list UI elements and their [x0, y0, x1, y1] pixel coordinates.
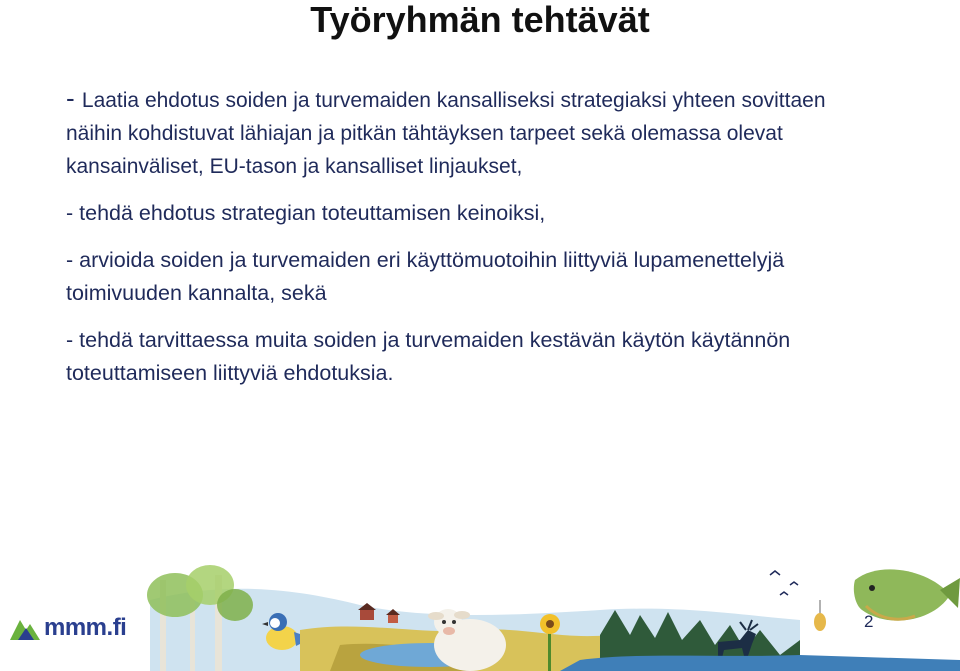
task-paragraph-1: [66, 82, 886, 183]
page-number: 2: [864, 612, 874, 631]
mmm-logo-icon: [8, 616, 42, 642]
bullet-dash: -: [66, 83, 82, 113]
mmm-logo-text: mmm.fi: [44, 614, 127, 641]
footer-illustration: [0, 560, 960, 671]
task-paragraph-2: - tehdä ehdotus strategian toteuttamisen keinoiksi,: [66, 201, 546, 225]
task-paragraph-4: - tehdä tarvittaessa muita soiden ja turvemaiden kestävän käytön käytännön toteuttamiseen liittyviä ehdotuksia.: [66, 328, 791, 385]
slide-body: [66, 82, 886, 404]
task-paragraph-3: - arvioida soiden ja turvemaiden eri käyttömuotoihin liittyviä lupamenettelyjä toimivuuden kannalta, sekä: [66, 248, 785, 305]
task-text-1: Laatia ehdotus soiden ja turvemaiden kansalliseksi strategiaksi yhteen sovittaen näihin kohdistuvat lähiajan ja pitkän tähtäyksen tarpeet sekä olemassa olevat kansainväliset, EU-tason ja kansalliset linjaukset,: [66, 89, 826, 178]
slide-title: Työryhmän tehtävät: [310, 0, 650, 40]
fishing-lure-icon: [814, 600, 826, 631]
